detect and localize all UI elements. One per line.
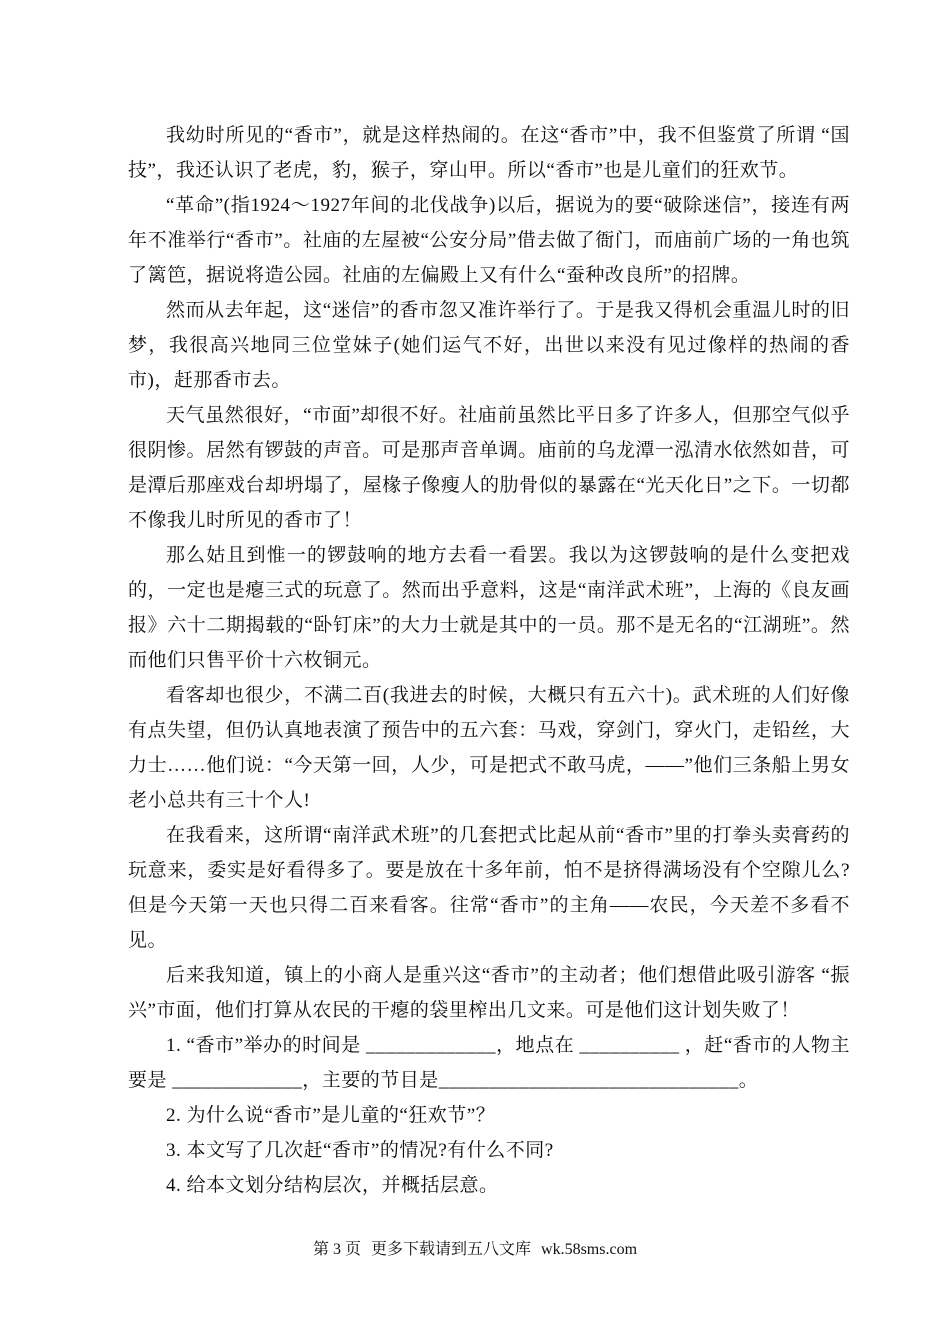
body-paragraph-4: 天气虽然很好，“市面”却很不好。社庙前虽然比平日多了许多人，但那空气似乎很阴惨。居然有锣鼓的声音。可是那声音单调。庙前的乌龙潭一泓清水依然如昔，可是潭后那座戏台却坍塌了，屋椽子像瘦人的肋骨似的暴露在“光天化日”之下。一切都不像我儿时所见的香市了！ bbox=[128, 405, 850, 531]
question-1-fill-in-blank: 1. “香市”举办的时间是 _____________，地点在 __________ ，赶“香市的人物主要是 _____________，主要的节目是______________________________。 bbox=[128, 1035, 850, 1091]
body-paragraph-6: 看客却也很少，不满二百(我进去的时候，大概只有五六十)。武术班的人们好像有点失望，但仍认真地表演了预告中的五六套：马戏，穿剑门，穿火门，走铅丝，大力士……他们说：“今天第一回，人少，可是把式不敢马虎，——”他们三条船上男女老小总共有三十个人! bbox=[128, 685, 850, 811]
body-paragraph-1: 我幼时所见的“香市”，就是这样热闹的。在这“香市”中，我不但鉴赏了所谓 “国技”，我还认识了老虎，豹，猴子，穿山甲。所以“香市”也是儿童们的狂欢节。 bbox=[128, 125, 850, 181]
text-content bbox=[128, 118, 850, 1203]
body-paragraph-5: 那么姑且到惟一的锣鼓响的地方去看一看罢。我以为这锣鼓响的是什么变把戏的，一定也是瘪三式的玩意了。然而出乎意料，这是“南洋武术班”，上海的《良友画报》六十二期揭载的“卧钉床”的大力士就是其中的一员。那不是无名的“江湖班”。然而他们只售平价十六枚铜元。 bbox=[128, 545, 850, 671]
body-paragraph-2: “革命”(指1924～1927年间的北伐战争)以后，据说为的要“破除迷信”，接连有两年不准举行“香市”。社庙的左屋被“公安分局”借去做了衙门，而庙前广场的一角也筑了篱笆，据说将造公园。社庙的左偏殿上又有什么“蚕种改良所”的招牌。 bbox=[128, 195, 850, 286]
question-3: 3. 本文写了几次赶“香市”的情况?有什么不同? bbox=[166, 1140, 554, 1161]
site-url: wk.58sms.com bbox=[541, 1241, 638, 1258]
download-note: 更多下载请到五八文库 bbox=[371, 1241, 532, 1258]
page-footer bbox=[0, 1239, 950, 1261]
page-number-label: 第 3 页 bbox=[312, 1241, 361, 1258]
question-2: 2. 为什么说“香市”是儿童的“狂欢节”？ bbox=[166, 1105, 496, 1126]
question-4: 4. 给本文划分结构层次，并概括层意。 bbox=[166, 1175, 499, 1196]
body-paragraph-3: 然而从去年起，这“迷信”的香市忽又准许举行了。于是我又得机会重温儿时的旧梦，我很高兴地同三位堂妹子(她们运气不好，出世以来没有见过像样的热闹的香市)，赶那香市去。 bbox=[128, 300, 850, 391]
body-paragraph-7: 在我看来，这所谓“南洋武术班”的几套把式比起从前“香市”里的打拳头卖膏药的玩意来，委实是好看得多了。要是放在十多年前，怕不是挤得满场没有个空隙儿么?但是今天第一天也只得二百来看客。往常“香市”的主角——农民，今天差不多看不见。 bbox=[128, 825, 850, 951]
body-paragraph-8: 后来我知道，镇上的小商人是重兴这“香市”的主动者；他们想借此吸引游客 “振兴”市面，他们打算从农民的干瘪的袋里榨出几文来。可是他们这计划失败了！ bbox=[128, 965, 850, 1021]
